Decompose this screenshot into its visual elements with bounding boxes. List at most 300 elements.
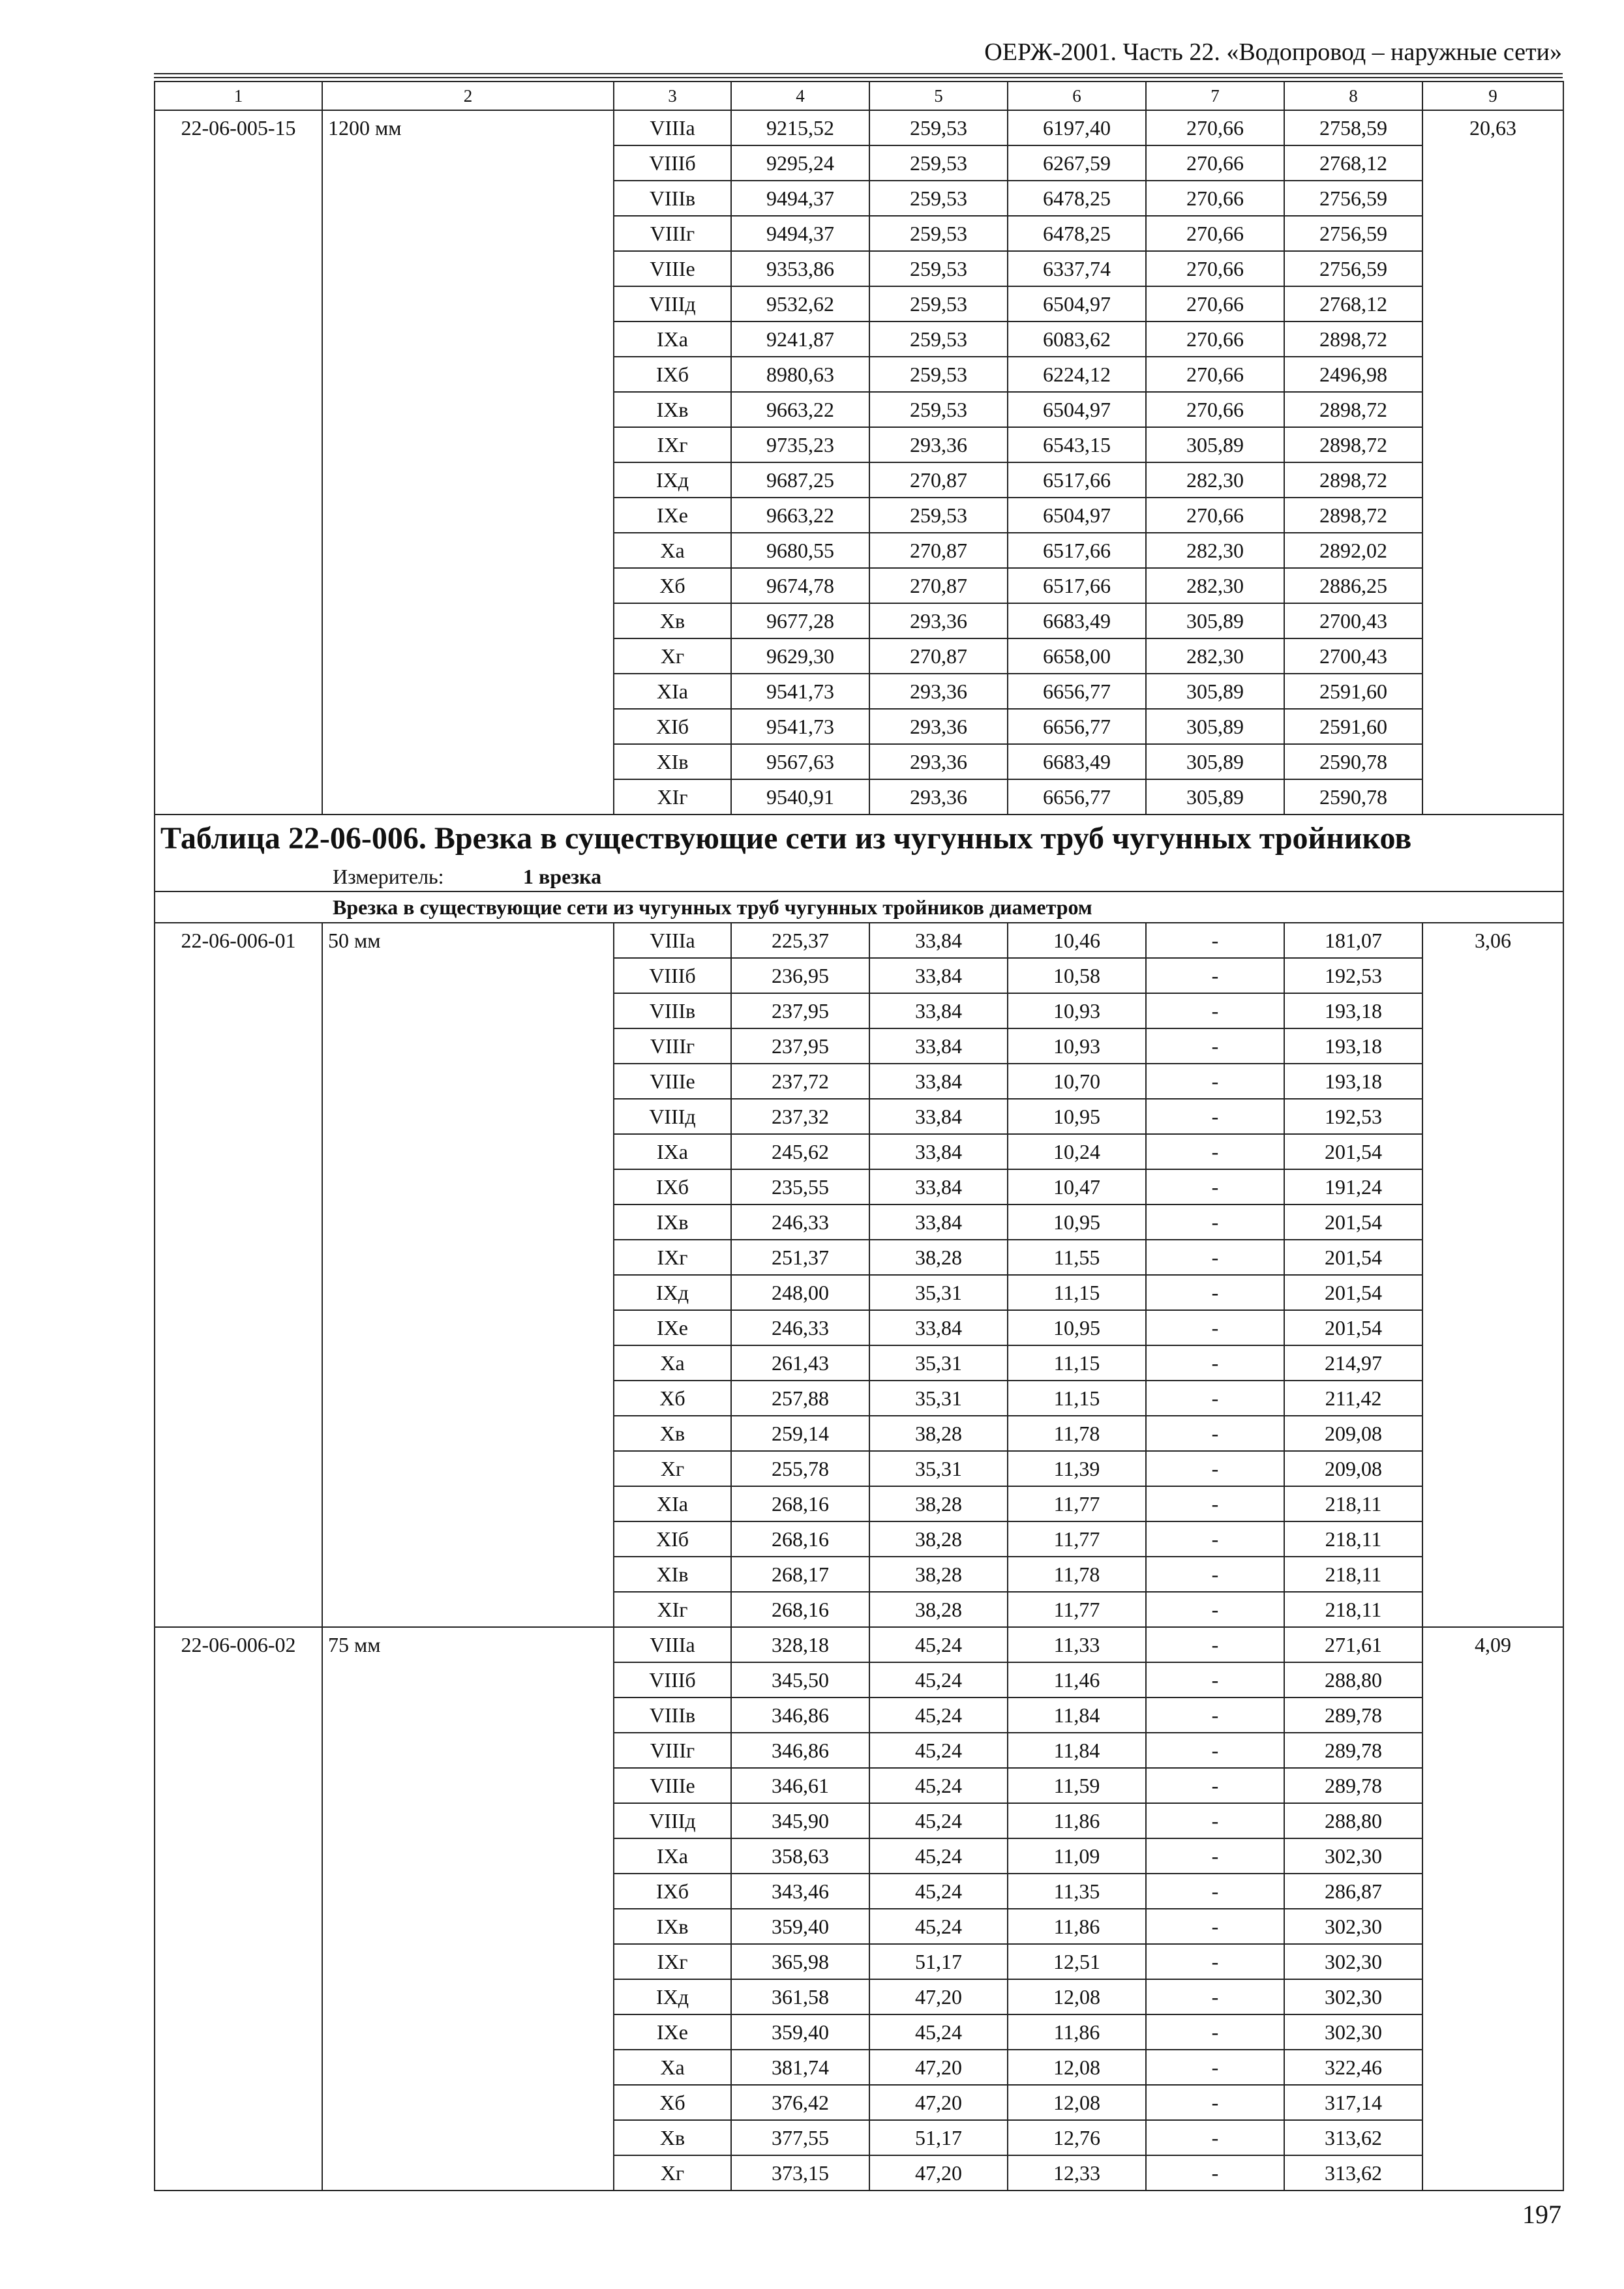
meter-label: Измеритель: <box>333 865 444 888</box>
direct-cost: 346,61 <box>731 1768 869 1803</box>
material-cost: 302,30 <box>1284 2014 1422 2050</box>
material-cost: 271,61 <box>1284 1627 1422 1662</box>
material-cost: 193,18 <box>1284 1028 1422 1064</box>
material-cost: 289,78 <box>1284 1733 1422 1768</box>
zone-code: IXв <box>614 1204 731 1240</box>
material-cost: 2756,59 <box>1284 181 1422 216</box>
zone-code: IXе <box>614 498 731 533</box>
labor-hours: 3,06 <box>1422 923 1563 1627</box>
machinist-wage: - <box>1146 1204 1284 1240</box>
machine-cost: 6517,66 <box>1008 462 1146 498</box>
labor-cost: 38,28 <box>869 1521 1008 1557</box>
zone-code: VIIIб <box>614 145 731 181</box>
zone-code: VIIIд <box>614 1099 731 1134</box>
machine-cost: 6478,25 <box>1008 181 1146 216</box>
direct-cost: 9532,62 <box>731 286 869 322</box>
machinist-wage: - <box>1146 1169 1284 1204</box>
zone-code: XIг <box>614 1592 731 1627</box>
material-cost: 209,08 <box>1284 1451 1422 1486</box>
machine-cost: 12,76 <box>1008 2120 1146 2155</box>
machine-cost: 6504,97 <box>1008 286 1146 322</box>
material-cost: 2756,59 <box>1284 216 1422 251</box>
material-cost: 2898,72 <box>1284 427 1422 462</box>
labor-cost: 45,24 <box>869 1874 1008 1909</box>
direct-cost: 268,16 <box>731 1486 869 1521</box>
machine-cost: 6517,66 <box>1008 533 1146 568</box>
machinist-wage: - <box>1146 1134 1284 1169</box>
labor-cost: 45,24 <box>869 1733 1008 1768</box>
material-cost: 313,62 <box>1284 2120 1422 2155</box>
machinist-wage: - <box>1146 1451 1284 1486</box>
zone-code: IXе <box>614 1310 731 1345</box>
zone-code: IXa <box>614 322 731 357</box>
labor-cost: 33,84 <box>869 1204 1008 1240</box>
machine-cost: 6683,49 <box>1008 603 1146 638</box>
labor-cost: 293,36 <box>869 603 1008 638</box>
labor-cost: 45,24 <box>869 1909 1008 1944</box>
labor-cost: 259,53 <box>869 286 1008 322</box>
machine-cost: 11,15 <box>1008 1345 1146 1381</box>
labor-cost: 33,84 <box>869 1064 1008 1099</box>
labor-cost: 51,17 <box>869 2120 1008 2155</box>
machine-cost: 11,35 <box>1008 1874 1146 1909</box>
material-cost: 211,42 <box>1284 1381 1422 1416</box>
rate-name: 75 мм <box>322 1627 614 2191</box>
machine-cost: 11,15 <box>1008 1275 1146 1310</box>
zone-code: IXд <box>614 1979 731 2014</box>
material-cost: 2756,59 <box>1284 251 1422 286</box>
table-row <box>155 1627 1563 1662</box>
zone-code: Xг <box>614 2155 731 2191</box>
material-cost: 2886,25 <box>1284 568 1422 603</box>
zone-code: IXг <box>614 1240 731 1275</box>
direct-cost: 9215,52 <box>731 110 869 145</box>
labor-cost: 33,84 <box>869 1169 1008 1204</box>
machine-cost: 6083,62 <box>1008 322 1146 357</box>
direct-cost: 9629,30 <box>731 638 869 674</box>
column-number: 4 <box>731 82 869 110</box>
labor-cost: 259,53 <box>869 110 1008 145</box>
running-header: ОЕРЖ-2001. Часть 22. «Водопровод – наружные сети» <box>984 38 1562 66</box>
machinist-wage: - <box>1146 2050 1284 2085</box>
direct-cost: 376,42 <box>731 2085 869 2120</box>
material-cost: 289,78 <box>1284 1698 1422 1733</box>
machine-cost: 6504,97 <box>1008 392 1146 427</box>
machinist-wage: - <box>1146 1733 1284 1768</box>
labor-cost: 270,87 <box>869 568 1008 603</box>
machinist-wage: - <box>1146 2155 1284 2191</box>
machine-cost: 6337,74 <box>1008 251 1146 286</box>
direct-cost: 359,40 <box>731 1909 869 1944</box>
material-cost: 313,62 <box>1284 2155 1422 2191</box>
zone-code: XIa <box>614 1486 731 1521</box>
material-cost: 2892,02 <box>1284 533 1422 568</box>
zone-code: Xг <box>614 638 731 674</box>
table-title-row <box>155 815 1563 862</box>
zone-code: VIIIе <box>614 1064 731 1099</box>
machinist-wage: - <box>1146 1979 1284 2014</box>
direct-cost: 9295,24 <box>731 145 869 181</box>
rate-name: 1200 мм <box>322 110 614 815</box>
machine-cost: 11,86 <box>1008 1803 1146 1838</box>
machinist-wage: 305,89 <box>1146 779 1284 815</box>
direct-cost: 9687,25 <box>731 462 869 498</box>
machinist-wage: - <box>1146 1803 1284 1838</box>
machine-cost: 11,15 <box>1008 1381 1146 1416</box>
zone-code: IXд <box>614 1275 731 1310</box>
machinist-wage: - <box>1146 1099 1284 1134</box>
zone-code: Xa <box>614 1345 731 1381</box>
labor-cost: 38,28 <box>869 1592 1008 1627</box>
machine-cost: 11,09 <box>1008 1838 1146 1874</box>
zone-code: VIIIг <box>614 1028 731 1064</box>
machine-cost: 12,08 <box>1008 1979 1146 2014</box>
machinist-wage: 270,66 <box>1146 110 1284 145</box>
machinist-wage: 282,30 <box>1146 638 1284 674</box>
labor-cost: 33,84 <box>869 1134 1008 1169</box>
labor-hours: 20,63 <box>1422 110 1563 815</box>
column-number: 1 <box>155 82 322 110</box>
machinist-wage: - <box>1146 1909 1284 1944</box>
machinist-wage: - <box>1146 1028 1284 1064</box>
direct-cost: 9663,22 <box>731 392 869 427</box>
direct-cost: 9494,37 <box>731 181 869 216</box>
machinist-wage: - <box>1146 1345 1284 1381</box>
machine-cost: 6478,25 <box>1008 216 1146 251</box>
labor-cost: 38,28 <box>869 1557 1008 1592</box>
material-cost: 2700,43 <box>1284 638 1422 674</box>
column-number: 3 <box>614 82 731 110</box>
labor-cost: 45,24 <box>869 1662 1008 1698</box>
machine-cost: 11,78 <box>1008 1416 1146 1451</box>
zone-code: VIIIд <box>614 1803 731 1838</box>
direct-cost: 237,95 <box>731 1028 869 1064</box>
machine-cost: 11,46 <box>1008 1662 1146 1698</box>
machinist-wage: 305,89 <box>1146 709 1284 744</box>
zone-code: VIIIa <box>614 1627 731 1662</box>
zone-code: IXв <box>614 392 731 427</box>
machine-cost: 10,95 <box>1008 1310 1146 1345</box>
direct-cost: 346,86 <box>731 1733 869 1768</box>
direct-cost: 328,18 <box>731 1627 869 1662</box>
zone-code: IXб <box>614 1169 731 1204</box>
machinist-wage: - <box>1146 1310 1284 1345</box>
material-cost: 193,18 <box>1284 993 1422 1028</box>
material-cost: 201,54 <box>1284 1240 1422 1275</box>
machine-cost: 6517,66 <box>1008 568 1146 603</box>
labor-cost: 45,24 <box>869 1803 1008 1838</box>
labor-cost: 38,28 <box>869 1240 1008 1275</box>
machinist-wage: 270,66 <box>1146 251 1284 286</box>
machinist-wage: - <box>1146 2120 1284 2155</box>
labor-cost: 33,84 <box>869 958 1008 993</box>
machinist-wage: - <box>1146 1064 1284 1099</box>
direct-cost: 358,63 <box>731 1838 869 1874</box>
labor-cost: 259,53 <box>869 392 1008 427</box>
machine-cost: 6656,77 <box>1008 709 1146 744</box>
direct-cost: 255,78 <box>731 1451 869 1486</box>
material-cost: 2768,12 <box>1284 145 1422 181</box>
labor-cost: 293,36 <box>869 744 1008 779</box>
machine-cost: 11,78 <box>1008 1557 1146 1592</box>
labor-cost: 51,17 <box>869 1944 1008 1979</box>
labor-cost: 259,53 <box>869 216 1008 251</box>
labor-cost: 38,28 <box>869 1416 1008 1451</box>
machine-cost: 10,47 <box>1008 1169 1146 1204</box>
machine-cost: 11,86 <box>1008 2014 1146 2050</box>
direct-cost: 381,74 <box>731 2050 869 2085</box>
table-row <box>155 923 1563 958</box>
labor-cost: 33,84 <box>869 1099 1008 1134</box>
zone-code: VIIIе <box>614 1768 731 1803</box>
zone-code: IXг <box>614 1944 731 1979</box>
machine-cost: 10,93 <box>1008 993 1146 1028</box>
labor-cost: 45,24 <box>869 1698 1008 1733</box>
zone-code: VIIIг <box>614 216 731 251</box>
direct-cost: 9541,73 <box>731 709 869 744</box>
machinist-wage: - <box>1146 1627 1284 1662</box>
zone-code: IXв <box>614 1909 731 1944</box>
direct-cost: 237,32 <box>731 1099 869 1134</box>
machinist-wage: - <box>1146 1557 1284 1592</box>
machinist-wage: - <box>1146 1944 1284 1979</box>
direct-cost: 259,14 <box>731 1416 869 1451</box>
machine-cost: 6197,40 <box>1008 110 1146 145</box>
zone-code: VIIIв <box>614 1698 731 1733</box>
direct-cost: 9494,37 <box>731 216 869 251</box>
machinist-wage: 270,66 <box>1146 357 1284 392</box>
material-cost: 317,14 <box>1284 2085 1422 2120</box>
zone-code: IXa <box>614 1134 731 1169</box>
machine-cost: 10,95 <box>1008 1204 1146 1240</box>
machine-cost: 11,84 <box>1008 1733 1146 1768</box>
machine-cost: 11,86 <box>1008 1909 1146 1944</box>
machinist-wage: 305,89 <box>1146 603 1284 638</box>
material-cost: 218,11 <box>1284 1521 1422 1557</box>
machinist-wage: - <box>1146 1698 1284 1733</box>
labor-cost: 45,24 <box>869 2014 1008 2050</box>
rate-code: 22-06-006-01 <box>155 923 322 1627</box>
zone-code: VIIIг <box>614 1733 731 1768</box>
zone-code: IXa <box>614 1838 731 1874</box>
zone-code: Xa <box>614 2050 731 2085</box>
material-cost: 191,24 <box>1284 1169 1422 1204</box>
direct-cost: 268,16 <box>731 1592 869 1627</box>
zone-code: XIб <box>614 709 731 744</box>
labor-cost: 259,53 <box>869 498 1008 533</box>
machinist-wage: 270,66 <box>1146 216 1284 251</box>
material-cost: 218,11 <box>1284 1486 1422 1521</box>
machinist-wage: - <box>1146 1416 1284 1451</box>
machine-cost: 6504,97 <box>1008 498 1146 533</box>
page-number: 197 <box>1522 2200 1561 2229</box>
machinist-wage: - <box>1146 1521 1284 1557</box>
machine-cost: 12,08 <box>1008 2085 1146 2120</box>
machine-cost: 11,59 <box>1008 1768 1146 1803</box>
machinist-wage: - <box>1146 2085 1284 2120</box>
rate-name: 50 мм <box>322 923 614 1627</box>
machine-cost: 6267,59 <box>1008 145 1146 181</box>
labor-cost: 45,24 <box>869 1768 1008 1803</box>
rates-table <box>154 81 1564 2191</box>
zone-code: Xa <box>614 533 731 568</box>
machinist-wage: - <box>1146 1592 1284 1627</box>
material-cost: 2768,12 <box>1284 286 1422 322</box>
direct-cost: 251,37 <box>731 1240 869 1275</box>
machinist-wage: - <box>1146 993 1284 1028</box>
direct-cost: 9677,28 <box>731 603 869 638</box>
material-cost: 201,54 <box>1284 1310 1422 1345</box>
labor-cost: 47,20 <box>869 2050 1008 2085</box>
direct-cost: 8980,63 <box>731 357 869 392</box>
machine-cost: 6224,12 <box>1008 357 1146 392</box>
labor-cost: 35,31 <box>869 1345 1008 1381</box>
machine-cost: 6658,00 <box>1008 638 1146 674</box>
material-cost: 2590,78 <box>1284 744 1422 779</box>
material-cost: 192,53 <box>1284 1099 1422 1134</box>
material-cost: 2700,43 <box>1284 603 1422 638</box>
material-cost: 193,18 <box>1284 1064 1422 1099</box>
zone-code: IXе <box>614 2014 731 2050</box>
column-number: 9 <box>1422 82 1563 110</box>
table-row <box>155 110 1563 145</box>
machinist-wage: - <box>1146 1662 1284 1698</box>
zone-code: IXб <box>614 357 731 392</box>
material-cost: 192,53 <box>1284 958 1422 993</box>
labor-cost: 38,28 <box>869 1486 1008 1521</box>
material-cost: 2898,72 <box>1284 322 1422 357</box>
direct-cost: 236,95 <box>731 958 869 993</box>
labor-cost: 259,53 <box>869 181 1008 216</box>
machinist-wage: - <box>1146 1381 1284 1416</box>
direct-cost: 9241,87 <box>731 322 869 357</box>
material-cost: 322,46 <box>1284 2050 1422 2085</box>
meter-value: 1 врезка <box>523 865 602 888</box>
machinist-wage: - <box>1146 1240 1284 1275</box>
zone-code: IXд <box>614 462 731 498</box>
machine-cost: 10,24 <box>1008 1134 1146 1169</box>
machine-cost: 11,77 <box>1008 1486 1146 1521</box>
machinist-wage: 270,66 <box>1146 322 1284 357</box>
direct-cost: 377,55 <box>731 2120 869 2155</box>
zone-code: IXг <box>614 427 731 462</box>
material-cost: 2591,60 <box>1284 709 1422 744</box>
labor-cost: 293,36 <box>869 674 1008 709</box>
material-cost: 2496,98 <box>1284 357 1422 392</box>
material-cost: 2758,59 <box>1284 110 1422 145</box>
direct-cost: 9680,55 <box>731 533 869 568</box>
material-cost: 218,11 <box>1284 1592 1422 1627</box>
machinist-wage: 270,66 <box>1146 392 1284 427</box>
direct-cost: 345,90 <box>731 1803 869 1838</box>
rate-code: 22-06-006-02 <box>155 1627 322 2191</box>
labor-cost: 47,20 <box>869 2085 1008 2120</box>
material-cost: 201,54 <box>1284 1134 1422 1169</box>
material-cost: 2898,72 <box>1284 462 1422 498</box>
material-cost: 302,30 <box>1284 1944 1422 1979</box>
material-cost: 201,54 <box>1284 1204 1422 1240</box>
material-cost: 302,30 <box>1284 1909 1422 1944</box>
direct-cost: 225,37 <box>731 923 869 958</box>
direct-cost: 246,33 <box>731 1204 869 1240</box>
direct-cost: 268,16 <box>731 1521 869 1557</box>
material-cost: 214,97 <box>1284 1345 1422 1381</box>
meter-cell <box>155 862 1563 891</box>
direct-cost: 346,86 <box>731 1698 869 1733</box>
zone-code: XIв <box>614 1557 731 1592</box>
material-cost: 218,11 <box>1284 1557 1422 1592</box>
machinist-wage: 305,89 <box>1146 427 1284 462</box>
labor-cost: 33,84 <box>869 923 1008 958</box>
direct-cost: 9663,22 <box>731 498 869 533</box>
zone-code: VIIIв <box>614 181 731 216</box>
labor-cost: 35,31 <box>869 1451 1008 1486</box>
machine-cost: 12,51 <box>1008 1944 1146 1979</box>
machine-cost: 10,46 <box>1008 923 1146 958</box>
direct-cost: 365,98 <box>731 1944 869 1979</box>
direct-cost: 361,58 <box>731 1979 869 2014</box>
material-cost: 209,08 <box>1284 1416 1422 1451</box>
direct-cost: 343,46 <box>731 1874 869 1909</box>
machinist-wage: - <box>1146 1486 1284 1521</box>
table-title: Таблица 22-06-006. Врезка в существующие сети из чугунных труб чугунных тройников <box>155 815 1563 862</box>
machine-cost: 10,95 <box>1008 1099 1146 1134</box>
column-number: 2 <box>322 82 614 110</box>
material-cost: 2898,72 <box>1284 498 1422 533</box>
material-cost: 302,30 <box>1284 1838 1422 1874</box>
column-number: 7 <box>1146 82 1284 110</box>
labor-cost: 293,36 <box>869 709 1008 744</box>
zone-code: VIIIa <box>614 923 731 958</box>
labor-cost: 259,53 <box>869 357 1008 392</box>
zone-code: Xв <box>614 1416 731 1451</box>
direct-cost: 257,88 <box>731 1381 869 1416</box>
zone-code: Xг <box>614 1451 731 1486</box>
labor-cost: 270,87 <box>869 462 1008 498</box>
machinist-wage: - <box>1146 958 1284 993</box>
labor-cost: 270,87 <box>869 533 1008 568</box>
labor-cost: 45,24 <box>869 1838 1008 1874</box>
machine-cost: 10,93 <box>1008 1028 1146 1064</box>
machinist-wage: 270,66 <box>1146 286 1284 322</box>
header-rule <box>154 77 1563 78</box>
machinist-wage: - <box>1146 2014 1284 2050</box>
subtitle-row <box>155 891 1563 923</box>
machine-cost: 12,33 <box>1008 2155 1146 2191</box>
labor-cost: 259,53 <box>869 251 1008 286</box>
zone-code: VIIIв <box>614 993 731 1028</box>
header-rule <box>154 73 1563 74</box>
machine-cost: 10,58 <box>1008 958 1146 993</box>
labor-cost: 35,31 <box>869 1275 1008 1310</box>
zone-code: VIIIб <box>614 958 731 993</box>
material-cost: 288,80 <box>1284 1662 1422 1698</box>
zone-code: Xб <box>614 1381 731 1416</box>
table-subtitle: Врезка в существующие сети из чугунных труб чугунных тройников диаметром <box>155 891 1563 923</box>
labor-cost: 33,84 <box>869 1310 1008 1345</box>
direct-cost: 359,40 <box>731 2014 869 2050</box>
column-number: 5 <box>869 82 1008 110</box>
labor-cost: 33,84 <box>869 1028 1008 1064</box>
machinist-wage: 270,66 <box>1146 181 1284 216</box>
material-cost: 288,80 <box>1284 1803 1422 1838</box>
machine-cost: 11,84 <box>1008 1698 1146 1733</box>
direct-cost: 9353,86 <box>731 251 869 286</box>
zone-code: VIIIa <box>614 110 731 145</box>
machine-cost: 10,70 <box>1008 1064 1146 1099</box>
labor-cost: 259,53 <box>869 322 1008 357</box>
machine-cost: 11,33 <box>1008 1627 1146 1662</box>
